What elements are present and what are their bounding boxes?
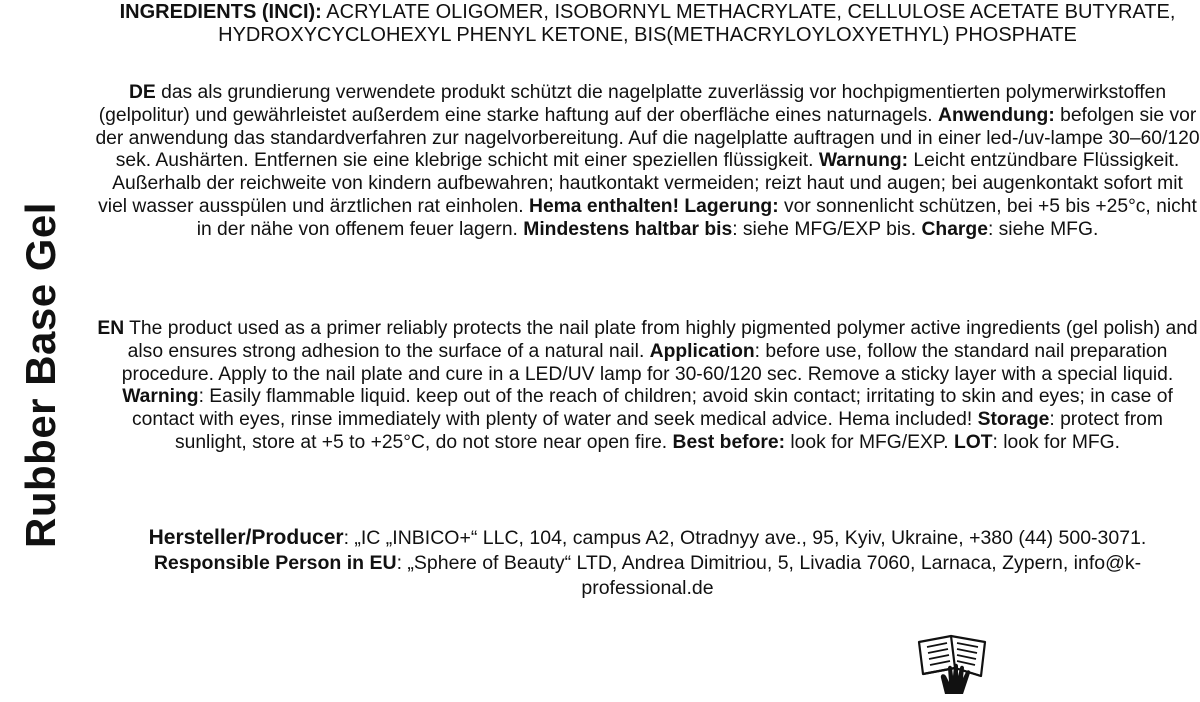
en-usage-label: Application	[649, 340, 755, 362]
de-best-before-label: Mindestens haltbar bis	[523, 218, 733, 240]
read-instructions-icon	[915, 630, 991, 698]
en-best-before-text: look for MFG/EXP.	[785, 431, 954, 453]
de-best-before-text: : siehe MFG/EXP bis.	[732, 218, 922, 240]
en-storage-text: : protect from sunlight, store at +5 to +25°C, do not store near open fire.	[174, 409, 1163, 453]
en-intro: The product used as a primer reliably protects the nail plate from highly pigmented polymer active ingredients (gel polish) and also ensures strong adhesion to the surface of a natural nail.	[124, 318, 1198, 362]
en-best-before-label: Best before:	[672, 431, 786, 453]
eu-person-text: : „Sphere of Beauty“ LTD, Andrea Dimitriou, 5, Livadia 7060, Larnaca, Zypern, info@k-professional.de	[396, 552, 1142, 599]
product-name-text: Rubber Base Gel	[17, 202, 64, 548]
de-lang-label: DE	[128, 82, 156, 103]
de-batch-label: Charge	[921, 218, 988, 240]
de-storage-text: vor sonnenlicht schützen, bei +5 bis +25°c, nicht in der nähe von offenem feuer lagern.	[196, 195, 1197, 240]
en-lang-label: EN	[97, 318, 125, 339]
eu-person-label: Responsible Person in EU	[153, 552, 397, 574]
de-batch-text: : siehe MFG.	[987, 218, 1099, 240]
de-intro: das als grundierung verwendete produkt schützt die nagelplatte zuverlässig vor hochpigmentierten polymerwirkstoffen (gelpolitur) und gewährleistet außerdem eine starke haftung auf der oberfläche eines naturnagels.	[98, 82, 1167, 126]
ingredients-text: ACRYLATE OLIGOMER, ISOBORNYL METHACRYLATE, CELLULOSE ACETATE BUTYRATE, HYDROXYCYCLOHEXYL PHENYL KETONE, BIS(METHACRYLOYLOXYETHYL) PHOSPHATE	[218, 1, 1176, 46]
english-section	[95, 318, 1200, 455]
producer-section	[95, 525, 1200, 601]
product-name-vertical	[0, 0, 80, 702]
en-storage-label: Storage	[977, 409, 1050, 431]
en-lot-label: LOT	[953, 431, 993, 453]
en-usage-text: : before use, follow the standard nail preparation procedure. Apply to the nail plate and cure in a LED/UV lamp for 30-60/120 sec. Remove a sticky layer with a special liquid.	[121, 340, 1174, 385]
de-usage-text: befolgen sie vor der anwendung das standardverfahren zur nagelvorbereitung. Auf die nagelplatte auftragen und in einer led-/uv-lampe 30–60/120 sek. Aushärten. Entfernen sie eine klebrige schicht mit einer speziellen flüssigkeit.	[95, 104, 1200, 172]
en-warning-text: : Easily flammable liquid. keep out of the reach of children; avoid skin contact; irritating to skin and eyes; in case of contact with eyes, rinse immediately with plenty of water and seek medical advice. Hema included!	[132, 386, 1173, 431]
de-storage-label: Hema enthalten! Lagerung:	[529, 195, 779, 217]
en-lot-text: : look for MFG.	[992, 431, 1121, 453]
producer-text: : „IC „INBICO+“ LLC, 104, campus A2, Otradnyy ave., 95, Kyiv, Ukraine, +380 (44) 500-3071.	[343, 527, 1147, 549]
german-section	[95, 82, 1200, 242]
de-usage-label: Anwendung:	[938, 104, 1055, 126]
producer-label: Hersteller/Producer	[148, 526, 344, 549]
ingredients-section	[95, 1, 1200, 46]
ingredients-label: INGREDIENTS (INCI):	[119, 1, 322, 23]
de-warning-text: Leicht entzündbare Flüssigkeit. Außerhalb der reichweite von kindern aufbewahren; hautkontakt vermeiden; reizt haut und augen; bei augenkontakt sofort mit viel wasser ausspülen und ärztlichen rat einholen.	[98, 150, 1183, 217]
de-warning-label: Warnung:	[818, 150, 909, 172]
en-warning-label: Warning	[122, 386, 199, 408]
